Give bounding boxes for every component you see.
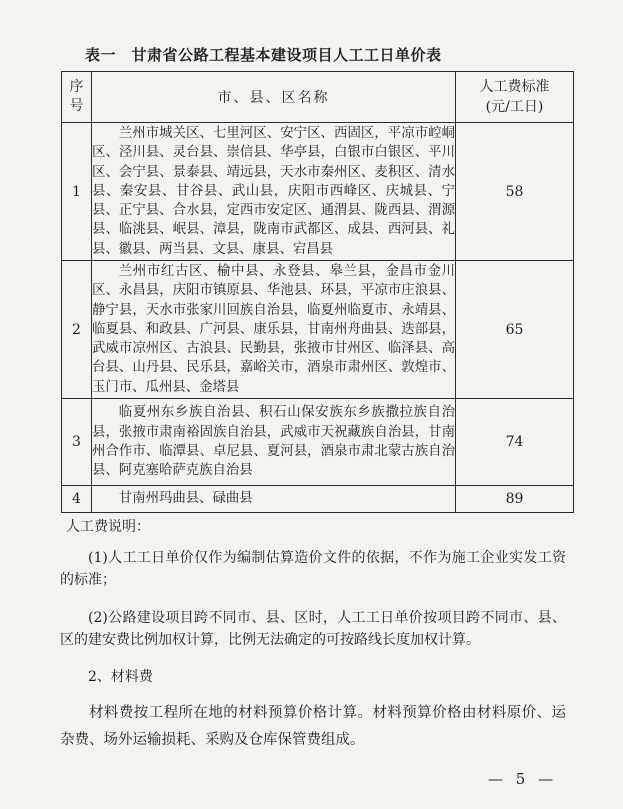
- row-area: 兰州市城关区、七里河区、安宁区、西固区，平凉市崆峒区、泾川县、灵台县、崇信县、华亭县，白银市白银区、平川区、会宁县、景泰县、靖远县，天水市秦州区、麦积区、清水县、秦安县、甘谷县、武山县，庆阳市西峰区、庆城县、宁县、正宁县、合水县，定西市安定区、通渭县、陇西县、渭源县、临洮县、岷县、漳县，陇南市武都区、成县、西河县、礼县、徽县、两当县、文县、康县、宕昌县: [92, 123, 456, 261]
- header-number: 序 号: [62, 72, 92, 123]
- table-row: [62, 123, 574, 261]
- row-number: 3: [62, 399, 92, 486]
- row-area: 甘南州玛曲县、碌曲县: [92, 486, 456, 513]
- row-area: 临夏州东乡族自治县、积石山保安族东乡族撒拉族自治县，张掖市肃南裕固族自治县，武威市天祝藏族自治县，甘南州合作市、临潭县、卓尼县、夏河县，酒泉市肃北蒙古族自治县、阿克塞哈萨克族自治县: [92, 399, 456, 486]
- header-standard: 人工费标准 (元/工日): [456, 72, 574, 123]
- table-title: 表一 甘肃省公路工程基本建设项目人工工日单价表: [85, 46, 442, 64]
- table-row: [62, 486, 574, 513]
- note-item-2: (2)公路建设项目跨不同市、县、区时，人工工日单价按项目跨不同市、县、区的建安费比例加权计算，比例无法确定的可按路线长度加权计算。: [60, 610, 566, 648]
- row-number: 4: [62, 486, 92, 513]
- row-standard: 58: [456, 123, 574, 261]
- notes-heading: 人工费说明：: [66, 519, 150, 535]
- row-area: 兰州市红古区、榆中县、永登县、皋兰县，金昌市金川区、永昌县，庆阳市镇原县、华池县、环县，平凉市庄浪县、静宁县，天水市张家川回族自治县，临夏州临夏市、永靖县、临夏县、和政县、广河县、康乐县，甘南州舟曲县、迭部县，武威市凉州区、古浪县、民勤县，张掖市甘州区、临泽县、高台县、山丹县、民乐县，嘉峪关市，酒泉市肃州区、敦煌市、玉门市、瓜州县、金塔县: [92, 261, 456, 399]
- page-number: — 5 —: [488, 770, 558, 788]
- section-heading: 2、材料费: [88, 669, 153, 685]
- note-item-1: (1)人工工日单价仅作为编制估算造价文件的依据，不作为施工企业实发工资的标准；: [60, 550, 566, 588]
- row-standard: 74: [456, 399, 574, 486]
- row-standard: 89: [456, 486, 574, 513]
- row-number: 2: [62, 261, 92, 399]
- wage-table: [61, 71, 574, 513]
- row-standard: 65: [456, 261, 574, 399]
- row-number: 1: [62, 123, 92, 261]
- table-header-row: [62, 72, 574, 123]
- section-paragraph: 材料费按工程所在地的材料预算价格计算。材料预算价格由材料原价、运杂费、场外运输损耗、采购及仓库保管费组成。: [60, 705, 566, 748]
- table-row: [62, 399, 574, 486]
- table-row: [62, 261, 574, 399]
- header-area: 市、县、区名称: [92, 72, 456, 123]
